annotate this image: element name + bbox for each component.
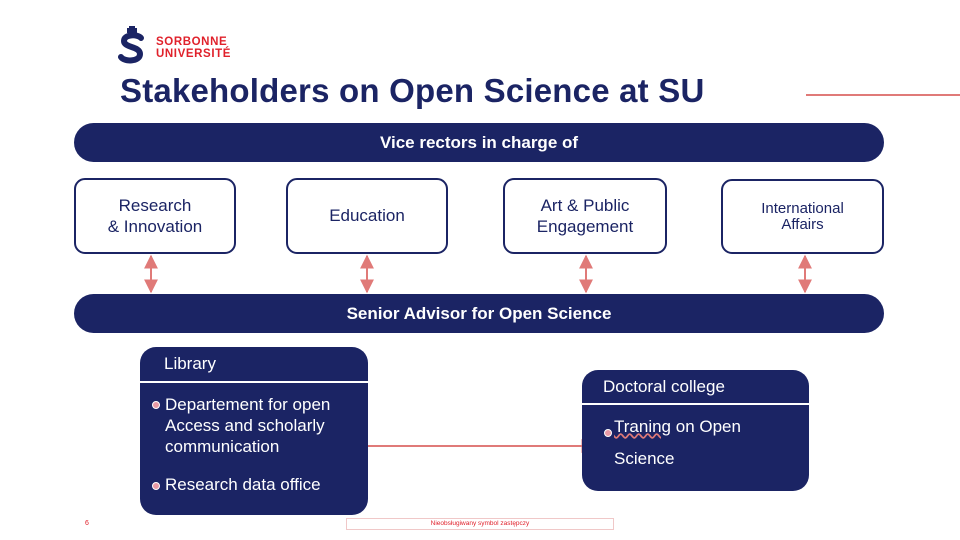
item-rest: on Open bbox=[671, 417, 741, 436]
area-label-line1: International bbox=[761, 199, 844, 217]
senior-advisor-bar bbox=[74, 294, 884, 333]
area-education bbox=[286, 178, 448, 254]
area-label-line1: Research bbox=[118, 196, 192, 215]
logo-line-1: SORBONNE bbox=[156, 36, 228, 48]
area-label-line1: Art & Public bbox=[540, 196, 630, 215]
page-number: 6 bbox=[85, 520, 89, 527]
footer-placeholder: Nieobsługiwany symbol zastępczy bbox=[346, 518, 614, 530]
doctoral-college-divider bbox=[582, 403, 809, 405]
logo-wordmark bbox=[156, 36, 231, 60]
library-item: Research data office bbox=[165, 475, 321, 494]
area-research-innovation bbox=[74, 178, 236, 254]
sorbonne-s-icon bbox=[118, 26, 146, 66]
area-label-line2: Engagement bbox=[536, 217, 634, 236]
library-heading: Library bbox=[164, 354, 216, 373]
misspelled-word: Traning bbox=[614, 417, 672, 436]
doctoral-college-item bbox=[614, 417, 741, 437]
page-title: Stakeholders on Open Science at SU bbox=[120, 72, 705, 109]
bullet-icon bbox=[604, 429, 612, 437]
area-label-line2: Affairs bbox=[781, 215, 824, 233]
doctoral-college-item-line2: Science bbox=[614, 449, 675, 468]
area-label-line1: Education bbox=[329, 206, 405, 225]
logo-line-2: UNIVERSITÉ bbox=[156, 48, 232, 60]
doctoral-college-heading: Doctoral college bbox=[603, 377, 725, 396]
library-divider bbox=[140, 381, 368, 383]
library-item: Departement for open Access and scholarly communication bbox=[165, 395, 331, 456]
area-art-public-engagement bbox=[503, 178, 667, 254]
area-label-line2: & Innovation bbox=[107, 217, 203, 236]
vice-rectors-label: Vice rectors in charge of bbox=[379, 132, 579, 152]
senior-advisor-label: Senior Advisor for Open Science bbox=[346, 303, 612, 323]
vice-rectors-bar bbox=[74, 123, 884, 162]
bullet-icon bbox=[152, 401, 160, 409]
title-underline bbox=[806, 94, 960, 96]
bullet-icon bbox=[152, 482, 160, 490]
area-international-affairs bbox=[721, 179, 884, 254]
